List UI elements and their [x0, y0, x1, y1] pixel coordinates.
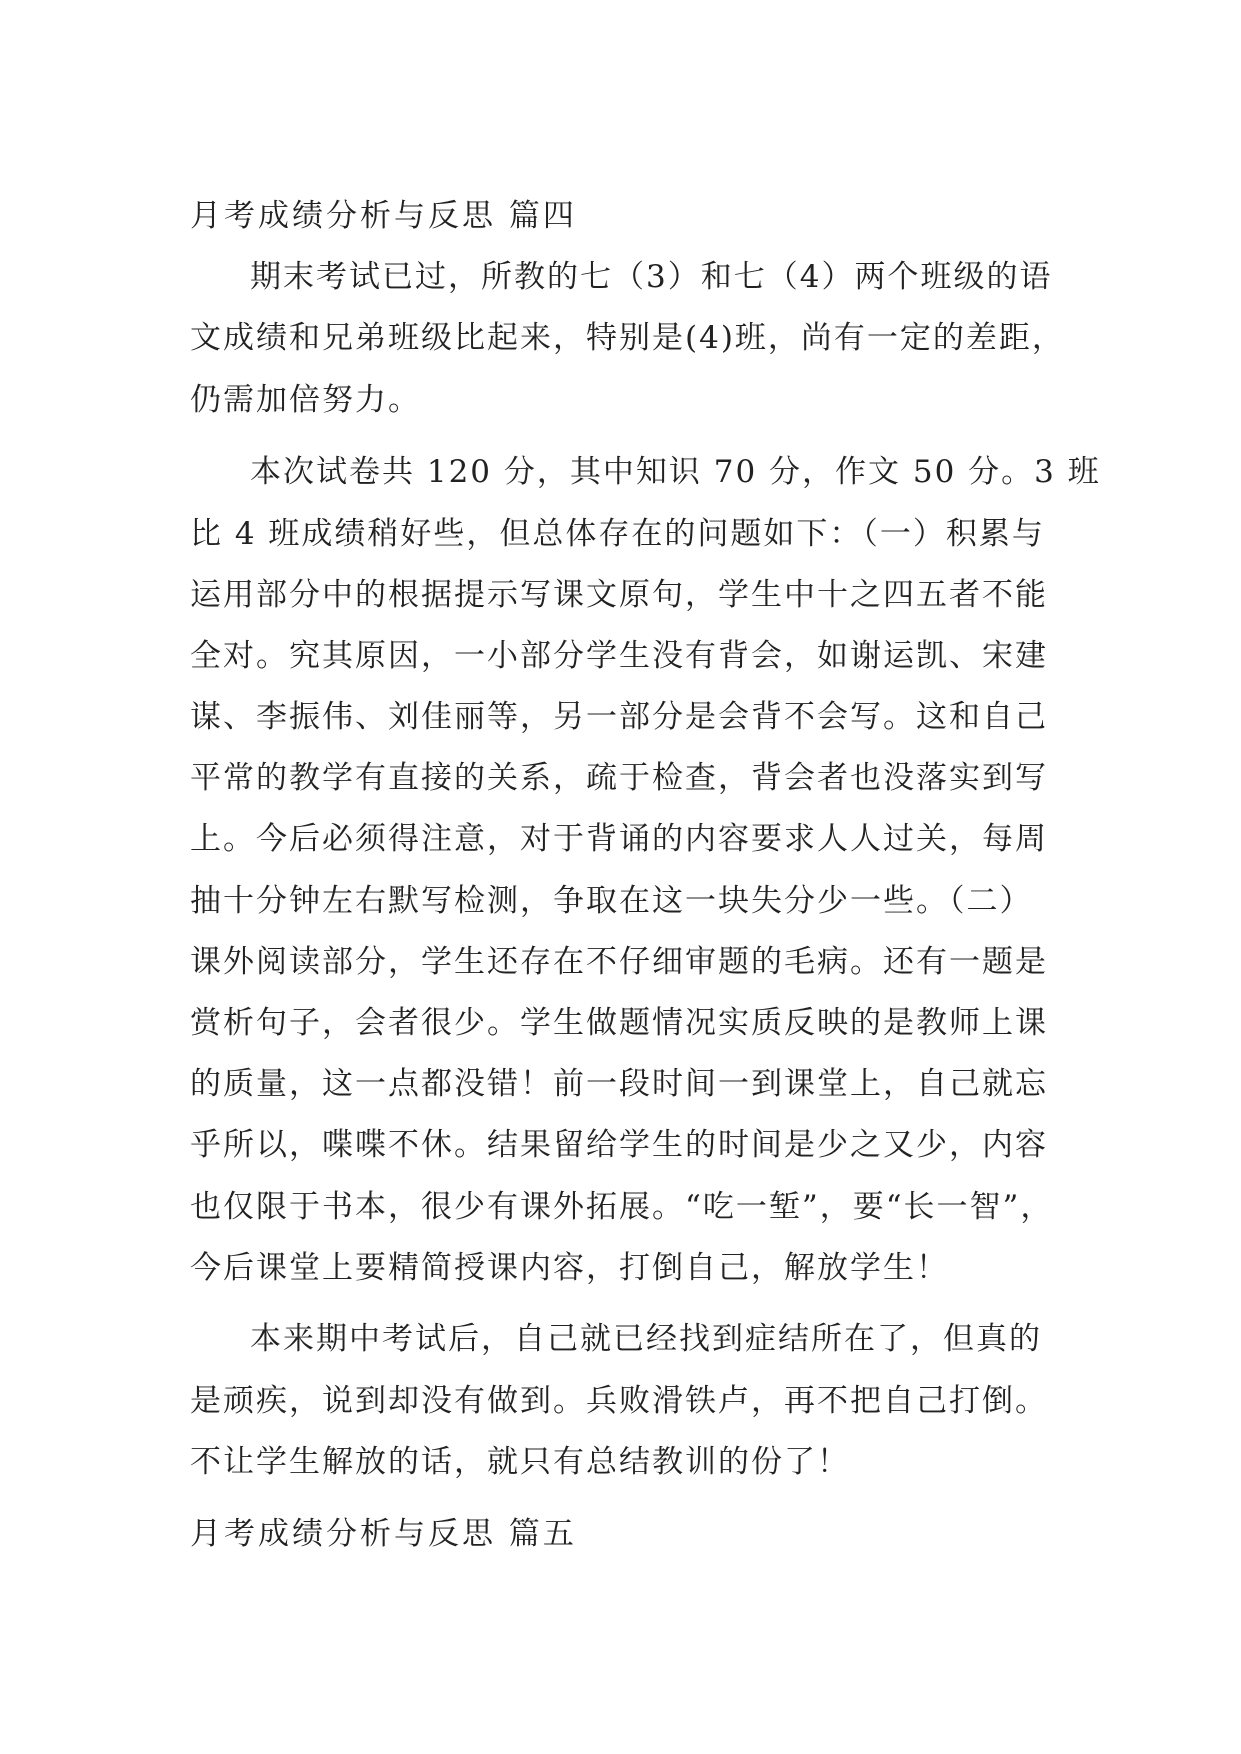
paragraph-line: 是顽疾，说到却没有做到。兵败滑铁卢，再不把自己打倒。 [190, 1383, 1048, 1419]
section-title-5: 月考成绩分析与反思 篇五 [190, 1516, 577, 1552]
paragraph-line: 全对。究其原因，一小部分学生没有背会，如谢运凯、宋建 [190, 638, 1048, 674]
paragraph-line: 也仅限于书本，很少有课外拓展。“吃一堑”，要“长一智”， [190, 1189, 1054, 1225]
paragraph-line: 的质量，这一点都没错！前一段时间一到课堂上，自己就忘 [190, 1066, 1048, 1102]
paragraph-line: 抽十分钟左右默写检测，争取在这一块失分少一些。（二） [190, 883, 1033, 919]
paragraph-line: 今后课堂上要精简授课内容，打倒自己，解放学生！ [190, 1250, 949, 1286]
paragraph-line: 赏析句子，会者很少。学生做题情况实质反映的是教师上课 [190, 1005, 1048, 1041]
paragraph-line: 上。今后必须得注意，对于背诵的内容要求人人过关，每周 [190, 821, 1048, 857]
section-title-4: 月考成绩分析与反思 篇四 [190, 198, 577, 234]
paragraph-line: 不让学生解放的话，就只有总结教训的份了！ [190, 1444, 850, 1480]
paragraph-line: 运用部分中的根据提示写课文原句，学生中十之四五者不能 [190, 577, 1048, 613]
paragraph-line: 文成绩和兄弟班级比起来，特别是(4)班，尚有一定的差距， [190, 320, 1065, 356]
paragraph-line: 课外阅读部分，学生还存在不仔细审题的毛病。还有一题是 [190, 944, 1048, 980]
paragraph-line: 乎所以，喋喋不休。结果留给学生的时间是少之又少，内容 [190, 1127, 1048, 1163]
paragraph-line: 仍需加倍努力。 [190, 382, 421, 418]
paragraph-line: 平常的教学有直接的关系，疏于检查，背会者也没落实到写 [190, 760, 1048, 796]
paragraph-line: 本次试卷共 120 分，其中知识 70 分，作文 50 分。3 班 [250, 454, 1101, 490]
paragraph-line: 期末考试已过，所教的七（3）和七（4）两个班级的语 [250, 259, 1053, 295]
paragraph-line: 本来期中考试后，自己就已经找到症结所在了，但真的 [250, 1321, 1042, 1357]
paragraph-line: 比 4 班成绩稍好些，但总体存在的问题如下：（一）积累与 [190, 516, 1045, 552]
paragraph-line: 谋、李振伟、刘佳丽等，另一部分是会背不会写。这和自己 [190, 699, 1048, 735]
